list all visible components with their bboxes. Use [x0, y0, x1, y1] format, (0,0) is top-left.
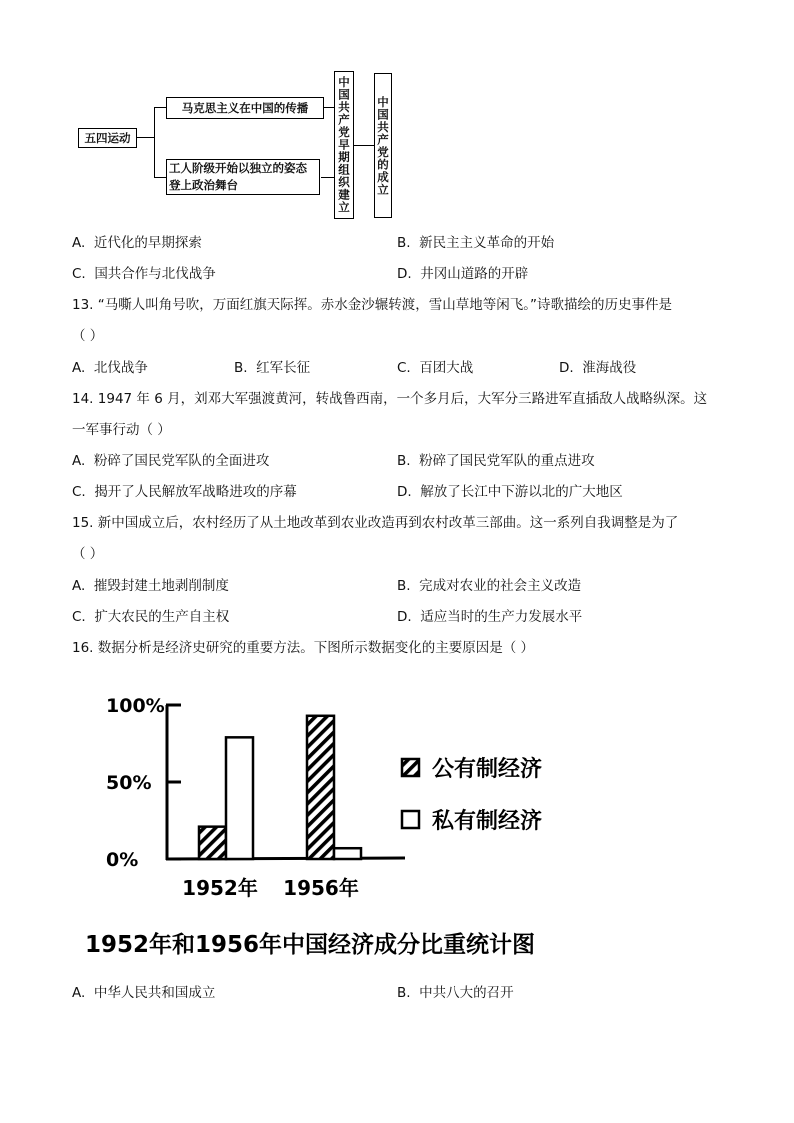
q15-paren: （ ） — [72, 546, 104, 562]
x-tick-label: 1952年 — [182, 876, 258, 900]
legend-swatch — [402, 759, 419, 776]
legend-label: 私有制经济 — [432, 809, 543, 834]
q13-option-c[interactable]: C. 百团大战 — [397, 360, 474, 376]
q15-option-d[interactable]: D. 适应当时的生产力发展水平 — [397, 609, 583, 625]
y-tick-label: 100% — [106, 695, 165, 717]
q15-option-a[interactable]: A. 摧毁封建土地剥削制度 — [72, 578, 229, 594]
bar-public-1956年 — [307, 716, 334, 859]
q15-stem: 15. 新中国成立后，农村经历了从土地改革到农业改造再到农村改革三部曲。这一系列自我调整是为了 — [72, 515, 679, 531]
q16-option-b[interactable]: B. 中共八大的召开 — [397, 985, 514, 1001]
q14-option-d[interactable]: D. 解放了长江中下游以北的广大地区 — [397, 484, 623, 500]
q13-paren: （ ） — [72, 328, 104, 344]
q14-stem-line2: 一军事行动（ ） — [72, 422, 171, 438]
q12-option-c[interactable]: C. 国共合作与北伐战争 — [72, 266, 216, 282]
q13-stem: 13. “马嘶人叫角号吹，万面红旗天际挥。赤水金沙辗转渡，雪山草地等闲飞。”诗歌描绘的历史事件是 — [72, 297, 672, 313]
legend-swatch — [402, 811, 419, 828]
legend-label: 公有制经济 — [432, 757, 543, 782]
diagram-mid-text: 中国共产党早期组织建立 — [337, 76, 351, 214]
diagram-bottom-text: 工人阶级开始以独立的姿态登上政治舞台 — [169, 161, 307, 192]
q16-stem: 16. 数据分析是经济史研究的重要方法。下图所示数据变化的主要原因是（ ） — [72, 640, 535, 656]
q14-stem-line1: 14. 1947 年 6 月，刘邓大军强渡黄河，转战鲁西南，一个多月后，大军分三路进军直插敌人战略纵深。这 — [72, 391, 708, 407]
bar-private-1952年 — [226, 737, 253, 859]
q15-option-b[interactable]: B. 完成对农业的社会主义改造 — [397, 578, 582, 594]
q14-option-b[interactable]: B. 粉碎了国民党军队的重点进攻 — [397, 453, 595, 469]
q13-option-d[interactable]: D. 淮海战役 — [559, 360, 637, 376]
q16-option-a[interactable]: A. 中华人民共和国成立 — [72, 985, 216, 1001]
diagram-top-text: 马克思主义在中国的传播 — [181, 101, 309, 115]
bar-private-1956年 — [334, 848, 361, 859]
q14-option-c[interactable]: C. 揭开了人民解放军战略进攻的序幕 — [72, 484, 297, 500]
diagram-start-text: 五四运动 — [84, 131, 131, 145]
x-tick-label: 1956年 — [283, 876, 359, 900]
chart-title: 1952年和1956年中国经济成分比重统计图 — [85, 932, 536, 958]
q12-option-a[interactable]: A. 近代化的早期探索 — [72, 235, 202, 251]
q12-option-d[interactable]: D. 井冈山道路的开辟 — [397, 266, 529, 282]
q12-option-b[interactable]: B. 新民主主义革命的开始 — [397, 235, 555, 251]
q15-option-c[interactable]: C. 扩大农民的生产自主权 — [72, 609, 230, 625]
q13-option-b[interactable]: B. 红军长征 — [234, 360, 311, 376]
q14-option-a[interactable]: A. 粉碎了国民党军队的全面进攻 — [72, 453, 270, 469]
y-tick-label: 0% — [106, 849, 139, 871]
diagram-end-text: 中国共产党的成立 — [376, 95, 390, 196]
bar-public-1952年 — [199, 827, 226, 859]
y-tick-label: 50% — [106, 772, 152, 794]
q13-option-a[interactable]: A. 北伐战争 — [72, 360, 148, 376]
